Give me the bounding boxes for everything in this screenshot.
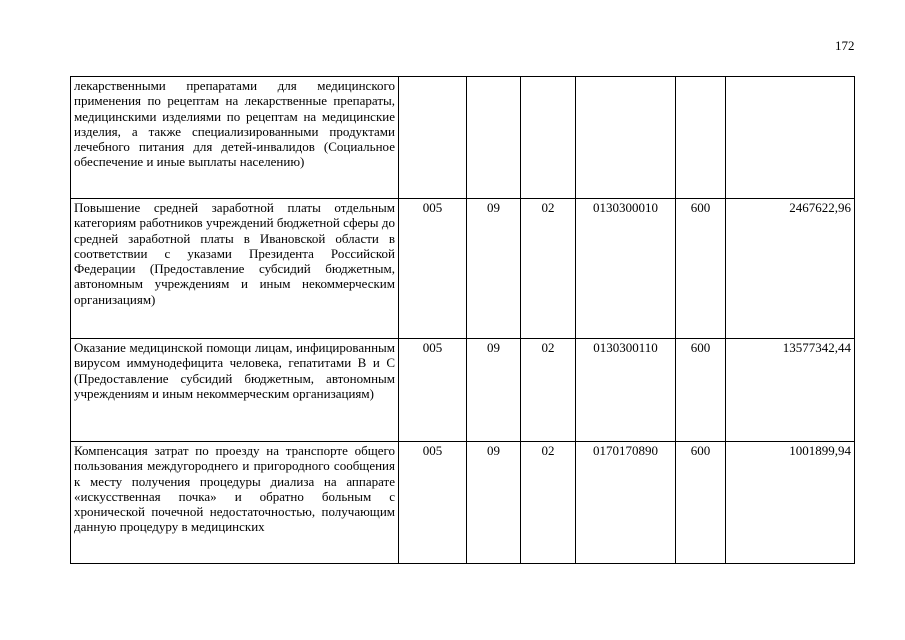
table-row — [71, 442, 855, 564]
table-row — [71, 339, 855, 442]
budget-table — [70, 76, 855, 564]
expense-type-code: 600 — [676, 199, 726, 339]
subsection-code: 02 — [521, 199, 576, 339]
amount: 2467622,96 — [726, 199, 855, 339]
amount: 13577342,44 — [726, 339, 855, 442]
ministry-code: 005 — [399, 442, 467, 564]
subsection-code — [521, 77, 576, 199]
expense-type-code — [676, 77, 726, 199]
amount: 1001899,94 — [726, 442, 855, 564]
section-code: 09 — [467, 339, 521, 442]
expense-type-code: 600 — [676, 442, 726, 564]
ministry-code: 005 — [399, 199, 467, 339]
target-article-code: 0130300010 — [576, 199, 676, 339]
subsection-code: 02 — [521, 339, 576, 442]
target-article-code: 0170170890 — [576, 442, 676, 564]
section-code — [467, 77, 521, 199]
ministry-code — [399, 77, 467, 199]
subsection-code: 02 — [521, 442, 576, 564]
table-row — [71, 77, 855, 199]
amount — [726, 77, 855, 199]
row-description: Оказание медицинской помощи лицам, инфицированным вирусом иммунодефицита человека, гепатитами B и C (Предоставление субсидий бюджетным, автономным учреждениям и иным некоммерческим организациям) — [71, 339, 399, 442]
expense-type-code: 600 — [676, 339, 726, 442]
row-description: Повышение средней заработной платы отдельным категориям работников учреждений бюджетной сферы до средней заработной платы в Ивановской области в соответствии с указами Президента Российской Федерации (Предоставление субсидий бюджетным, автономным учреждениям и иным некоммерческим организациям) — [71, 199, 399, 339]
table-row — [71, 199, 855, 339]
page-number: 172 — [835, 38, 855, 53]
row-description: Компенсация затрат по проезду на транспорте общего пользования междугороднего и пригородного сообщения к месту получения процедуры диализа на аппарате «искусственная почка» и обратно больным с хронической почечной недостаточностью, получающим данную процедуру в медицинских — [71, 442, 399, 564]
ministry-code: 005 — [399, 339, 467, 442]
section-code: 09 — [467, 199, 521, 339]
target-article-code: 0130300110 — [576, 339, 676, 442]
row-description: лекарственными препаратами для медицинского применения по рецептам на лекарственные препараты, медицинскими изделиями по рецептам на медицинские изделия, а также специализированными продуктами лечебного питания для детей-инвалидов (Социальное обеспечение и иные выплаты населению) — [71, 77, 399, 199]
target-article-code — [576, 77, 676, 199]
section-code: 09 — [467, 442, 521, 564]
